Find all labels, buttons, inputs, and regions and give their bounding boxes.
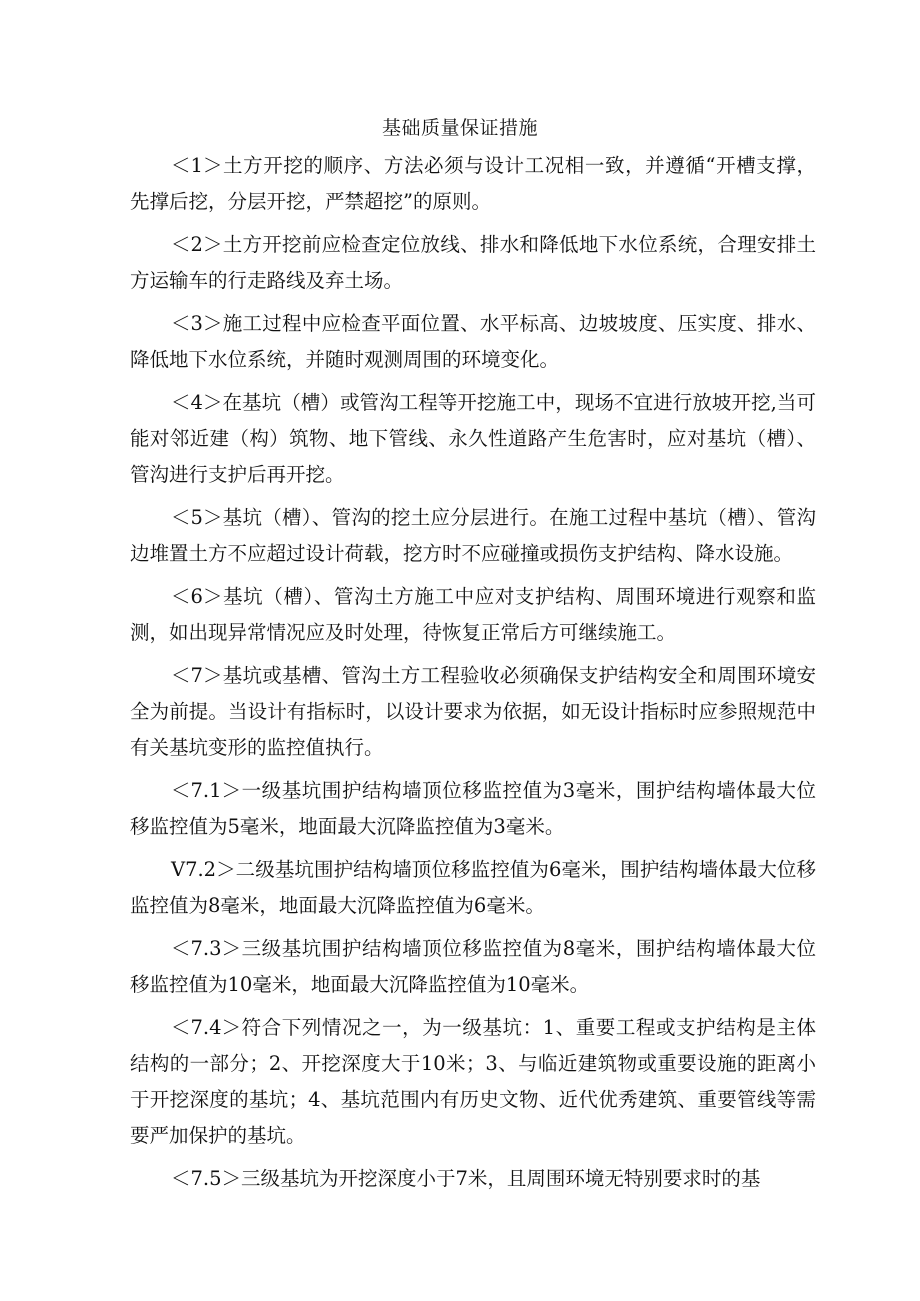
paragraph-6: ＜6＞基坑（槽）、管沟土方施工中应对支护结构、周围环境进行观察和监测，如出现异常情况应及时处理，待恢复正常后方可继续施工。 [130,585,816,644]
paragraph-7-5: ＜7.5＞三级基坑为开挖深度小于7米，且周围环境无特别要求时的基 [171,1167,761,1190]
paragraph-7-2: V7.2＞二级基坑围护结构墙顶位移监控值为6毫米，围护结构墙体最大位移监控值为8毫米，地面最大沉降监控值为6毫米。 [130,858,816,917]
paragraph-7: ＜7＞基坑或基槽、管沟土方工程验收必须确保支护结构安全和周围环境安全为前提。当设计有指标时，以设计要求为依据，如无设计指标时应参照规范中有关基坑变形的监控值执行。 [130,664,816,759]
paragraph-2: ＜2＞土方开挖前应检查定位放线、排水和降低地下水位系统，合理安排土方运输车的行走路线及弃土场。 [130,233,816,292]
paragraph-4: ＜4＞在基坑（槽）或管沟工程等开挖施工中，现场不宜进行放坡开挖,当可能对邻近建（构）筑物、地下管线、永久性道路产生危害时，应对基坑（槽）、管沟进行支护后再开挖。 [130,391,816,486]
paragraph-7-1: ＜7.1＞一级基坑围护结构墙顶位移监控值为3毫米，围护结构墙体最大位移监控值为5毫米，地面最大沉降监控值为3毫米。 [130,779,816,838]
paragraph-1: ＜1＞土方开挖的顺序、方法必须与设计工况相一致，并遵循“开槽支撑，先撑后挖，分层开挖，严禁超挖”的原则。 [130,154,816,213]
paragraph-7-3: ＜7.3＞三级基坑围护结构墙顶位移监控值为8毫米，围护结构墙体最大位移监控值为10毫米，地面最大沉降监控值为10毫米。 [130,937,816,996]
document-title: 基础质量保证措施 [381,117,538,139]
document-body [130,148,816,1204]
paragraph-7-4: ＜7.4＞符合下列情况之一，为一级基坑：1、重要工程或支护结构是主体结构的一部分；2、开挖深度大于10米；3、与临近建筑物或重要设施的距离小于开挖深度的基坑；4、基坑范围内有历史文物、近代优秀建筑、重要管线等需要严加保护的基坑。 [130,1016,816,1147]
paragraph-5: ＜5＞基坑（槽）、管沟的挖土应分层进行。在施工过程中基坑（槽）、管沟边堆置土方不应超过设计荷载，挖方时不应碰撞或损伤支护结构、降水设施。 [130,506,816,565]
paragraph-3: ＜3＞施工过程中应检查平面位置、水平标高、边坡坡度、压实度、排水、降低地下水位系统，并随时观测周围的环境变化。 [130,312,816,371]
